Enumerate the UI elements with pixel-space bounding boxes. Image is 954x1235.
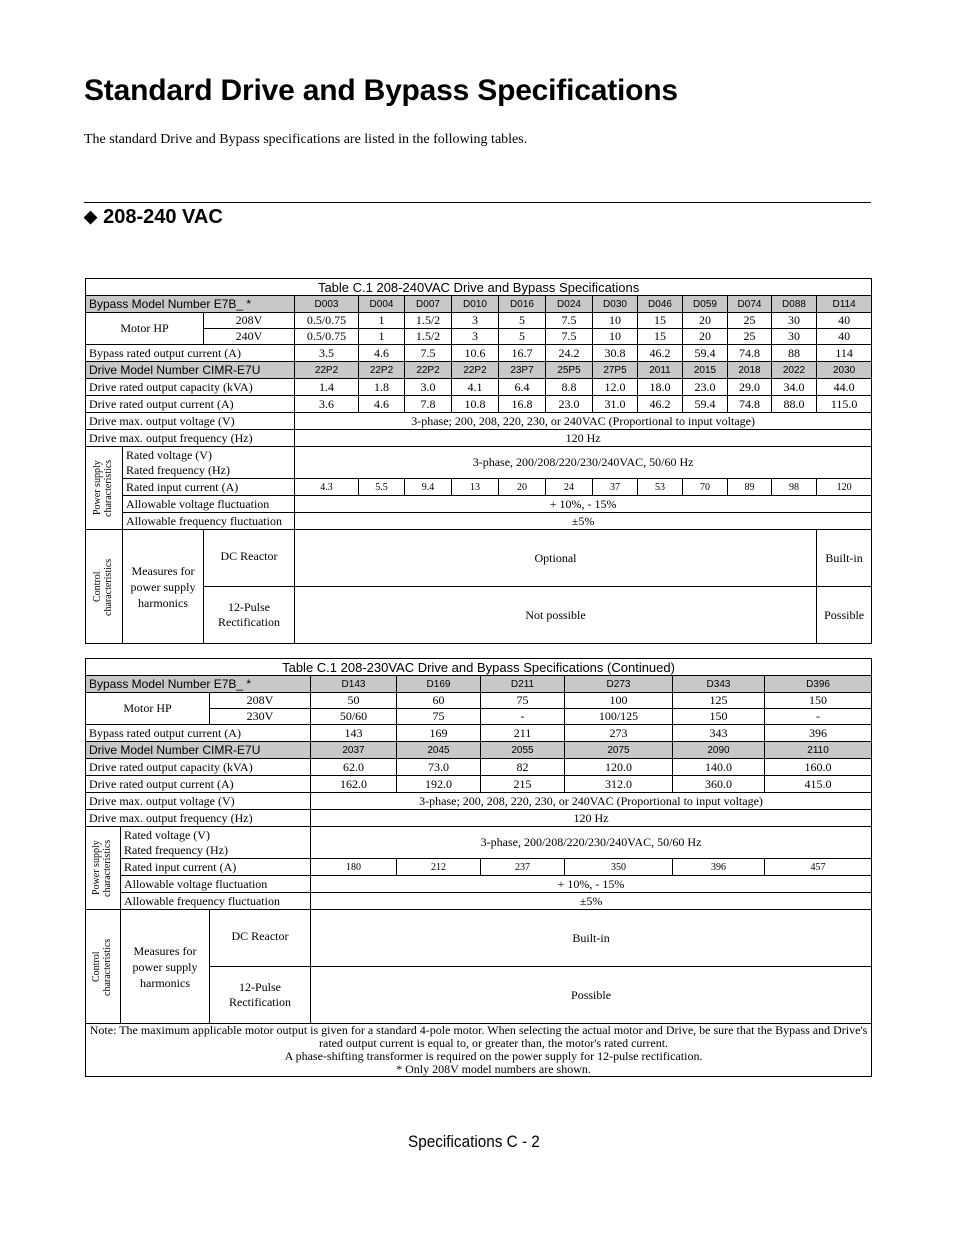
table-cell: D396 [765,676,872,693]
table-row [86,859,872,876]
table-cell: D016 [499,296,546,313]
row-label: Rated input current (A) [121,859,311,876]
table-cell: 2045 [397,742,481,759]
table-cell: 0.5/0.75 [295,313,359,329]
table-cell: 5.5 [359,479,405,496]
table-cell: 88.0 [772,396,817,413]
table-cell: 5 [499,329,546,345]
page-footer: Specifications C - 2 [408,1132,540,1151]
table-cell: 59.4 [683,345,728,362]
table-cell: 3.0 [405,379,452,396]
table-cell: 24.2 [546,345,593,362]
table-cell: + 10%, - 15% [311,876,872,893]
table-cell: - [765,709,872,725]
row-label: Drive max. output frequency (Hz) [86,430,295,447]
table-cell: D143 [311,676,397,693]
table-cell: 3-phase, 200/208/220/230/240VAC, 50/60 Hz [311,827,872,859]
table-cell: 160.0 [765,759,872,776]
row-label: Bypass Model Number E7B_ * [86,296,295,313]
table-row [86,530,872,587]
table-row [86,513,872,530]
table-cell: 4.6 [359,396,405,413]
row-label: Drive rated output capacity (kVA) [86,759,311,776]
table-row [86,587,872,644]
table-row [86,793,872,810]
table-cell: 23.0 [683,379,728,396]
row-label: Drive rated output current (A) [86,396,295,413]
table-row [86,725,872,742]
table-cell: 150 [673,709,765,725]
table-cell: 4.3 [295,479,359,496]
table-cell: 350 [565,859,673,876]
note-line: * Only 208V model numbers are shown. [396,1062,591,1076]
table-cell: 2022 [772,362,817,379]
row-label: Motor HP [86,693,210,725]
table-cell: 396 [765,725,872,742]
spec-table-208-240 [85,278,872,644]
table-row [86,827,872,859]
row-label: Rated input current (A) [123,479,295,496]
table-cell: 114 [817,345,872,362]
section-divider [84,202,871,203]
table-cell: D343 [673,676,765,693]
table-cell: Built-in [311,910,872,967]
group-label-text: Power supply characteristics [92,459,114,517]
table-row [86,313,872,329]
table-cell: 2037 [311,742,397,759]
table-cell: 343 [673,725,765,742]
table-cell: Possible [817,587,872,644]
table-cell: 9.4 [405,479,452,496]
table-cell: 59.4 [683,396,728,413]
table-cell: 53 [638,479,683,496]
table-cell: 82 [481,759,565,776]
table-row [86,759,872,776]
table-cell: 16.7 [499,345,546,362]
table-cell: 1 [359,313,405,329]
spec-table-208-230-continued [85,658,872,1077]
table-row [86,810,872,827]
table-cell: 40 [817,329,872,345]
table-cell: 10.8 [452,396,499,413]
table-cell: 120 [817,479,872,496]
table-cell: 30.8 [593,345,638,362]
table-cell: 120 Hz [311,810,872,827]
row-label [123,447,295,479]
table-cell: D088 [772,296,817,313]
table-cell: 74.8 [728,396,772,413]
row-label: Bypass rated output current (A) [86,725,311,742]
voltage-label: 208V [210,693,311,709]
row-label: Drive Model Number CIMR-E7U [86,742,311,759]
table-cell: 211 [481,725,565,742]
row-label: Allowable voltage fluctuation [121,876,311,893]
table-cell: 40 [817,313,872,329]
table-cell: 140.0 [673,759,765,776]
table-cell: 3 [452,313,499,329]
table-cell: 415.0 [765,776,872,793]
table-row [86,742,872,759]
intro-text: The standard Drive and Bypass specifications are listed in the following tables. [84,132,528,147]
table-cell: 15 [638,313,683,329]
table-cell: 46.2 [638,345,683,362]
table-row [86,379,872,396]
table-cell: 75 [397,709,481,725]
table-cell: 23.0 [546,396,593,413]
table-cell: D059 [683,296,728,313]
table-row [86,910,872,967]
table-cell: 180 [311,859,397,876]
table-caption: Table C.1 208-240VAC Drive and Bypass Specifications [86,279,872,296]
table-row [86,345,872,362]
table-row [86,362,872,379]
table-cell: D114 [817,296,872,313]
table-cell: 2018 [728,362,772,379]
page-title: Standard Drive and Bypass Specifications [84,74,678,107]
table-cell: 70 [683,479,728,496]
rated-frequency-label: Rated frequency (Hz) [126,462,230,477]
table-cell: 2110 [765,742,872,759]
table-cell: 25 [728,313,772,329]
table-cell: 7.8 [405,396,452,413]
table-cell: 10 [593,329,638,345]
table-cell: 100 [565,693,673,709]
voltage-label: 208V [204,313,295,329]
table-cell: 8.8 [546,379,593,396]
table-cell: 312.0 [565,776,673,793]
table-row [86,876,872,893]
table-row [86,893,872,910]
table-cell: 27P5 [593,362,638,379]
row-label: Bypass rated output current (A) [86,345,295,362]
table-row [86,693,872,709]
table-cell: 7.5 [546,329,593,345]
table-cell: 237 [481,859,565,876]
group-label [86,910,121,1024]
row-label: Drive max. output voltage (V) [86,793,311,810]
table-cell: 5 [499,313,546,329]
row-label [121,827,311,859]
row-label: Allowable frequency fluctuation [121,893,311,910]
row-label: DC Reactor [204,530,295,587]
row-label: Drive max. output frequency (Hz) [86,810,311,827]
table-cell: 6.4 [499,379,546,396]
table-cell: 162.0 [311,776,397,793]
table-cell: 25P5 [546,362,593,379]
table-row [86,430,872,447]
row-label: Measures for power supply harmonics [123,530,204,644]
table-row [86,479,872,496]
voltage-label: 240V [204,329,295,345]
table-cell: 457 [765,859,872,876]
table-row [86,776,872,793]
table-cell: D046 [638,296,683,313]
table-cell: 2075 [565,742,673,759]
group-label [86,530,123,644]
row-label: Drive rated output current (A) [86,776,311,793]
table-row [86,396,872,413]
table-row [86,329,872,345]
table-cell: 100/125 [565,709,673,725]
voltage-label: 230V [210,709,311,725]
row-label: Measures for power supply harmonics [121,910,210,1024]
table-row [86,413,872,430]
group-label-text: Control characteristics [92,557,114,616]
group-label-text: Power supply characteristics [91,839,113,897]
table-cell: Built-in [817,530,872,587]
table-cell: 74.8 [728,345,772,362]
table-cell: 3-phase, 200/208/220/230/240VAC, 50/60 Hz [295,447,872,479]
table-cell: D169 [397,676,481,693]
group-label [86,827,121,910]
table-cell: 3 [452,329,499,345]
table-cell: - [481,709,565,725]
row-label: Drive rated output capacity (kVA) [86,379,295,396]
section-heading [84,206,223,229]
table-cell: 3.5 [295,345,359,362]
table-cell: 3.6 [295,396,359,413]
table-cell: 0.5/0.75 [295,329,359,345]
table-cell: 7.5 [546,313,593,329]
table-cell: ±5% [311,893,872,910]
table-cell: 44.0 [817,379,872,396]
row-label: Allowable voltage fluctuation [123,496,295,513]
table-cell: + 10%, - 15% [295,496,872,513]
table-note [86,1024,872,1077]
table-cell: 2011 [638,362,683,379]
table-cell: D211 [481,676,565,693]
group-label [86,447,123,530]
group-label-text: Control characteristics [91,937,113,996]
note-line: A phase-shifting transformer is required on the power supply for 12-pulse rectification. [284,1049,703,1063]
table-cell: 73.0 [397,759,481,776]
table-cell: 2030 [817,362,872,379]
table-cell: 20 [683,329,728,345]
rated-voltage-label: Rated voltage (V) [124,827,210,842]
table-row [86,496,872,513]
table-cell: 20 [683,313,728,329]
table-cell: 10.6 [452,345,499,362]
table-cell: 50/60 [311,709,397,725]
table-cell: 60 [397,693,481,709]
row-label: Drive max. output voltage (V) [86,413,295,430]
row-label: DC Reactor [210,910,311,967]
table-cell: D030 [593,296,638,313]
table-cell: 125 [673,693,765,709]
table-cell: 22P2 [452,362,499,379]
table-cell: 46.2 [638,396,683,413]
table-cell: 143 [311,725,397,742]
note-line: Note: The maximum applicable motor output is given for a standard 4-pole motor. When selecting the actual motor and Drive, be sure that the Bypass and Drive's rated output current is equal to, or greater than, the motor's rated current. [89,1023,868,1050]
table-cell: 16.8 [499,396,546,413]
table-cell: 150 [765,693,872,709]
table-cell: 192.0 [397,776,481,793]
table-cell: 89 [728,479,772,496]
table-cell: 62.0 [311,759,397,776]
row-label: 12-Pulse Rectification [204,587,295,644]
table-cell: 20 [499,479,546,496]
table-row [86,1024,872,1077]
table-cell: 2090 [673,742,765,759]
table-caption: Table C.1 208-230VAC Drive and Bypass Specifications (Continued) [86,659,872,676]
table-cell: 23P7 [499,362,546,379]
row-label: Motor HP [86,313,204,345]
table-cell: D024 [546,296,593,313]
table-cell: 31.0 [593,396,638,413]
row-label: Allowable frequency fluctuation [123,513,295,530]
table-cell: 24 [546,479,593,496]
table-cell: 120 Hz [295,430,872,447]
row-label: Drive Model Number CIMR-E7U [86,362,295,379]
table-cell: 115.0 [817,396,872,413]
row-label: Bypass Model Number E7B_ * [86,676,311,693]
table-cell: 360.0 [673,776,765,793]
table-cell: 396 [673,859,765,876]
table-cell: 25 [728,329,772,345]
diamond-bullet-icon: ◆ [84,207,98,226]
table-cell: D273 [565,676,673,693]
section-heading-text: 208-240 VAC [103,206,223,228]
table-cell: 120.0 [565,759,673,776]
table-cell: 4.6 [359,345,405,362]
table-cell: 3-phase; 200, 208, 220, 230, or 240VAC (Proportional to input voltage) [311,793,872,810]
table-cell: D007 [405,296,452,313]
table-cell: 273 [565,725,673,742]
table-cell: 1.8 [359,379,405,396]
table-cell: 1.5/2 [405,329,452,345]
table-cell: 50 [311,693,397,709]
rated-voltage-label: Rated voltage (V) [126,447,212,462]
table-cell: D004 [359,296,405,313]
table-cell: 22P2 [359,362,405,379]
table-row [86,676,872,693]
table-row [86,296,872,313]
table-cell: 29.0 [728,379,772,396]
table-cell: 212 [397,859,481,876]
table-cell: ±5% [295,513,872,530]
table-cell: 37 [593,479,638,496]
table-cell: 169 [397,725,481,742]
table-cell: 2015 [683,362,728,379]
row-label: 12-Pulse Rectification [210,967,311,1024]
table-cell: 1.4 [295,379,359,396]
table-cell: 22P2 [405,362,452,379]
table-cell: 88 [772,345,817,362]
table-cell: D074 [728,296,772,313]
table-cell: D003 [295,296,359,313]
table-row [86,447,872,479]
table-cell: 215 [481,776,565,793]
table-cell: 1.5/2 [405,313,452,329]
rated-frequency-label: Rated frequency (Hz) [124,842,228,857]
table-cell: Optional [295,530,817,587]
table-cell: Possible [311,967,872,1024]
table-cell: 30 [772,313,817,329]
table-cell: 98 [772,479,817,496]
table-cell: 1 [359,329,405,345]
table-cell: 22P2 [295,362,359,379]
table-cell: 34.0 [772,379,817,396]
table-cell: 12.0 [593,379,638,396]
table-cell: 4.1 [452,379,499,396]
table-cell: 3-phase; 200, 208, 220, 230, or 240VAC (Proportional to input voltage) [295,413,872,430]
table-cell: 30 [772,329,817,345]
table-cell: Not possible [295,587,817,644]
table-cell: 2055 [481,742,565,759]
table-cell: 13 [452,479,499,496]
table-cell: 75 [481,693,565,709]
table-cell: 15 [638,329,683,345]
table-cell: 7.5 [405,345,452,362]
table-cell: 10 [593,313,638,329]
table-cell: D010 [452,296,499,313]
table-cell: 18.0 [638,379,683,396]
